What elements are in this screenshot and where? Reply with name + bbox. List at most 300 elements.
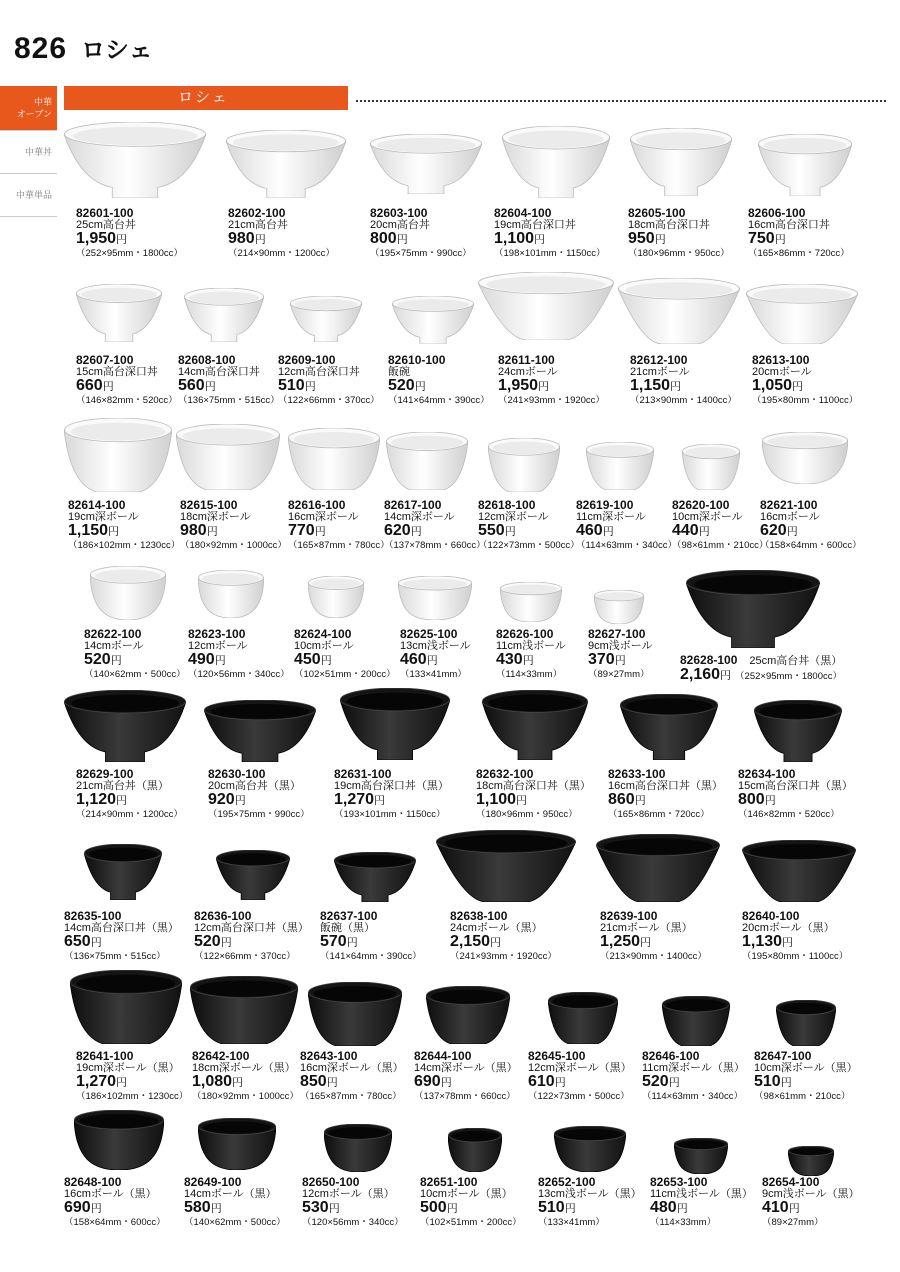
product-name: 19cm深ボール <box>68 511 139 523</box>
price-unit: 円 <box>564 1203 576 1215</box>
price-unit: 円 <box>698 526 710 538</box>
product-sku: 82631-100 <box>334 767 392 781</box>
product-sku: 82654-100 <box>762 1175 820 1189</box>
product-name: 19cm高台深口丼（黒） <box>334 780 449 792</box>
product-sku: 82606-100 <box>748 206 806 220</box>
bowl-image <box>204 700 316 762</box>
price-value: 1,270 <box>334 791 375 808</box>
price-unit: 円 <box>396 234 408 246</box>
price-unit: 円 <box>254 234 266 246</box>
bowl-image <box>662 996 730 1046</box>
price-unit: 円 <box>210 1203 222 1215</box>
price-unit: 円 <box>110 655 122 667</box>
bowl-image <box>76 284 162 342</box>
product-name: 12cm高台深口丼（黒） <box>194 922 309 934</box>
price-unit: 円 <box>504 526 516 538</box>
product-dimensions: （193×101mm・1150cc） <box>334 809 446 820</box>
product-sku: 82643-100 <box>300 1049 358 1063</box>
product-name: 12cmボール <box>188 640 248 652</box>
product-price <box>738 792 898 809</box>
price-value: 1,250 <box>600 933 641 950</box>
product-sku: 82630-100 <box>208 767 266 781</box>
price-value: 510 <box>754 1073 781 1090</box>
product-name: 16cm深ボール <box>288 511 359 523</box>
product-sku: 82640-100 <box>742 909 800 923</box>
price-unit: 円 <box>534 234 546 246</box>
price-unit: 円 <box>116 795 128 807</box>
product-caption <box>754 1050 900 1103</box>
product-sku: 82611-100 <box>498 353 555 367</box>
price-unit: 円 <box>538 381 550 393</box>
price-value: 520 <box>388 377 415 394</box>
bowl-image <box>682 444 740 490</box>
product-sku: 82650-100 <box>302 1175 360 1189</box>
section-banner: ロシェ <box>64 86 348 110</box>
product-sku: 82646-100 <box>642 1049 700 1063</box>
price-unit: 円 <box>764 795 776 807</box>
product-dimensions: （89×27mm） <box>588 669 650 680</box>
product-name: 15cm高台深口丼（黒） <box>738 780 853 792</box>
product-sku: 82605-100 <box>628 206 686 220</box>
product-caption <box>762 1176 900 1229</box>
price-value: 1,950 <box>76 230 117 247</box>
price-value: 800 <box>370 230 397 247</box>
price-unit: 円 <box>102 381 114 393</box>
bowl-image <box>308 982 402 1046</box>
price-value: 430 <box>496 651 523 668</box>
product-name: 19cm深ボール（黒） <box>76 1062 180 1074</box>
product-sku: 82612-100 <box>630 353 688 367</box>
product-sku: 82632-100 <box>476 767 534 781</box>
product-dimensions: （102×51mm・200cc） <box>294 669 396 680</box>
bowl-image <box>758 134 852 196</box>
product-name: 11cm深ボール <box>576 511 646 523</box>
product-sku: 82607-100 <box>76 353 134 367</box>
page-number: 826 <box>14 32 68 65</box>
bowl-image <box>548 992 618 1044</box>
price-value: 860 <box>608 791 635 808</box>
product-sku: 82629-100 <box>76 767 134 781</box>
price-value: 460 <box>400 651 427 668</box>
product-name: 14cmボール（黒） <box>184 1188 277 1200</box>
price-value: 620 <box>760 522 787 539</box>
product-name: 16cmボール（黒） <box>64 1188 157 1200</box>
bowl-image <box>226 130 346 198</box>
product-sku: 82652-100 <box>538 1175 596 1189</box>
product-caption <box>760 499 900 552</box>
product-caption <box>450 910 610 963</box>
price-value: 690 <box>64 1199 91 1216</box>
price-value: 1,100 <box>476 791 517 808</box>
product-name: 14cmボール <box>84 640 144 652</box>
bowl-image <box>776 1000 836 1046</box>
bowl-image <box>84 844 162 900</box>
price-value: 800 <box>738 791 765 808</box>
product-name: 10cmボール <box>294 640 354 652</box>
product-sku: 82622-100 <box>84 627 142 641</box>
price-value: 2,160 <box>680 666 721 683</box>
product-dimensions: （180×96mm・950cc） <box>628 248 730 259</box>
price-unit: 円 <box>326 1077 338 1089</box>
product-dimensions: （122×73mm・500cc） <box>478 540 580 551</box>
product-sku: 82644-100 <box>414 1049 472 1063</box>
bowl-image <box>554 1126 626 1172</box>
product-name: 24cmボール（黒） <box>450 922 543 934</box>
bowl-image <box>176 424 280 490</box>
product-sku: 82645-100 <box>528 1049 586 1063</box>
product-dimensions: （141×64mm・390cc） <box>320 951 422 962</box>
bowl-image <box>64 690 186 762</box>
product-name: 18cm深ボール（黒） <box>192 1062 296 1074</box>
price-value: 1,130 <box>742 933 783 950</box>
bowl-image <box>482 690 588 760</box>
bowl-image <box>340 688 450 760</box>
product-sku: 82616-100 <box>288 498 346 512</box>
product-dimensions: （165×87mm・780cc） <box>300 1091 402 1102</box>
product-price <box>600 934 760 951</box>
product-dimensions: （114×33mm） <box>496 669 563 680</box>
bowl-image <box>502 126 610 198</box>
price-value: 510 <box>278 377 305 394</box>
bowl-image <box>630 128 732 196</box>
price-unit: 円 <box>214 655 226 667</box>
product-name: 9cm浅ボール <box>588 640 653 652</box>
price-value: 660 <box>76 377 103 394</box>
price-value: 1,270 <box>76 1073 117 1090</box>
product-name: 12cm高台深口丼 <box>278 366 360 378</box>
price-value: 1,150 <box>630 377 671 394</box>
price-value: 520 <box>84 651 111 668</box>
product-dimensions: （146×82mm・520cc） <box>738 809 840 820</box>
product-name: 10cm深ボール <box>672 511 743 523</box>
price-unit: 円 <box>440 1077 452 1089</box>
product-dimensions: （214×90mm・1200cc） <box>228 248 335 259</box>
product-price <box>334 792 494 809</box>
product-name: 12cmボール（黒） <box>302 1188 395 1200</box>
bowl-image <box>308 576 364 618</box>
product-sku: 82641-100 <box>76 1049 134 1063</box>
price-unit: 円 <box>516 795 528 807</box>
price-value: 520 <box>642 1073 669 1090</box>
price-unit: 円 <box>314 526 326 538</box>
product-caption <box>228 207 388 260</box>
product-name: 飯碗（黒） <box>320 922 375 934</box>
price-unit: 円 <box>602 526 614 538</box>
product-dimensions: （186×102mm・1230cc） <box>68 540 181 551</box>
bowl-image <box>426 986 510 1044</box>
price-value: 770 <box>288 522 315 539</box>
bowl-image <box>288 428 380 490</box>
product-dimensions: （165×86mm・720cc） <box>748 248 850 259</box>
bowl-image <box>70 970 182 1044</box>
product-price <box>760 523 900 540</box>
product-dimensions: （114×63mm・340cc） <box>642 1091 743 1102</box>
product-name: 20cmボール（黒） <box>742 922 835 934</box>
product-caption <box>76 207 236 260</box>
product-price <box>228 231 388 248</box>
product-price <box>742 934 900 951</box>
product-dimensions: （252×95mm・1800cc） <box>735 671 842 682</box>
price-unit: 円 <box>320 655 332 667</box>
product-sku: 82620-100 <box>672 498 730 512</box>
product-sku: 82642-100 <box>192 1049 250 1063</box>
bowl-image <box>90 566 166 620</box>
price-unit: 円 <box>328 1203 340 1215</box>
product-name: 14cm高台深口丼 <box>178 366 260 378</box>
price-value: 520 <box>194 933 221 950</box>
bowl-image <box>746 284 858 344</box>
product-name: 21cmボール <box>630 366 690 378</box>
product-dimensions: （136×75mm・515cc） <box>64 951 166 962</box>
product-sku: 82613-100 <box>752 353 810 367</box>
price-value: 1,100 <box>494 230 535 247</box>
product-name: 16cm高台深口丼（黒） <box>608 780 723 792</box>
product-dimensions: （213×90mm・1400cc） <box>600 951 707 962</box>
bowl-image <box>324 1124 392 1172</box>
product-name: 14cm高台深口丼（黒） <box>64 922 179 934</box>
product-name: 12cm深ボール（黒） <box>528 1062 632 1074</box>
product-sku: 82608-100 <box>178 353 236 367</box>
price-unit: 円 <box>792 381 804 393</box>
price-value: 580 <box>184 1199 211 1216</box>
product-dimensions: （137×78mm・660cc） <box>414 1091 516 1102</box>
product-name: 16cm高台深口丼 <box>748 219 830 231</box>
price-value: 980 <box>228 230 255 247</box>
price-value: 530 <box>302 1199 329 1216</box>
product-dimensions: （186×102mm・1230cc） <box>76 1091 189 1102</box>
product-sku: 82639-100 <box>600 909 658 923</box>
price-unit: 円 <box>206 526 218 538</box>
product-name: 20cmボール <box>752 366 812 378</box>
product-sku: 82604-100 <box>494 206 552 220</box>
price-unit: 円 <box>668 1077 680 1089</box>
bowl-image <box>74 1110 164 1170</box>
bowl-image <box>198 570 264 618</box>
bowl-image <box>334 852 416 902</box>
product-dimensions: （214×90mm・1200cc） <box>76 809 183 820</box>
product-sku: 82647-100 <box>754 1049 812 1063</box>
product-dimensions: （114×63mm・340cc） <box>576 540 677 551</box>
product-sku: 82637-100 <box>320 909 378 923</box>
bowl-image <box>64 122 206 198</box>
product-price <box>76 231 236 248</box>
product-sku: 82618-100 <box>478 498 536 512</box>
price-unit: 円 <box>780 1077 792 1089</box>
product-dimensions: （241×93mm・1920cc） <box>450 951 557 962</box>
price-unit: 円 <box>676 1203 688 1215</box>
product-dimensions: （122×66mm・370cc） <box>278 395 380 406</box>
price-unit: 円 <box>234 795 246 807</box>
product-dimensions: （140×62mm・500cc） <box>184 1217 286 1228</box>
product-dimensions: （114×33mm） <box>650 1217 717 1228</box>
product-name: 11cm浅ボール（黒） <box>650 1188 753 1200</box>
product-sku: 82624-100 <box>294 627 352 641</box>
product-sku: 82648-100 <box>64 1175 122 1189</box>
product-dimensions: （98×61mm・210cc） <box>672 540 769 551</box>
price-value: 610 <box>528 1073 555 1090</box>
bowl-image <box>370 134 482 194</box>
product-dimensions: （141×64mm・390cc） <box>388 395 490 406</box>
product-dimensions: （102×51mm・200cc） <box>420 1217 522 1228</box>
product-name: 19cm高台深口丼 <box>494 219 576 231</box>
product-name: 13cm浅ボール（黒） <box>538 1188 642 1200</box>
product-dimensions: （120×56mm・340cc） <box>302 1217 404 1228</box>
price-value: 650 <box>64 933 91 950</box>
price-unit: 円 <box>786 526 798 538</box>
price-unit: 円 <box>116 1077 128 1089</box>
product-caption <box>600 910 760 963</box>
product-name: 15cm高台深口丼 <box>76 366 158 378</box>
product-sku: 82653-100 <box>650 1175 708 1189</box>
product-sku: 82633-100 <box>608 767 666 781</box>
price-value: 440 <box>672 522 699 539</box>
product-name: 16cm深ボール（黒） <box>300 1062 404 1074</box>
product-name: 18cm深ボール <box>180 511 251 523</box>
product-dimensions: （158×64mm・600cc） <box>760 540 862 551</box>
product-sku: 82626-100 <box>496 627 554 641</box>
price-unit: 円 <box>90 1203 102 1215</box>
product-dimensions: （133×41mm） <box>538 1217 605 1228</box>
side-tab-label: 中華 オーブン <box>16 97 52 119</box>
product-dimensions: （136×75mm・515cc） <box>178 395 280 406</box>
product-name: 11cm深ボール（黒） <box>642 1062 745 1074</box>
product-sku: 82609-100 <box>278 353 336 367</box>
product-name: 20cm高台丼（黒） <box>208 780 301 792</box>
product-name: 16cmボール <box>760 511 820 523</box>
price-unit: 円 <box>414 381 426 393</box>
product-dimensions: （241×93mm・1920cc） <box>498 395 605 406</box>
price-unit: 円 <box>788 1203 800 1215</box>
price-unit: 円 <box>654 234 666 246</box>
price-unit: 円 <box>614 655 626 667</box>
price-unit: 円 <box>204 381 216 393</box>
product-sku: 82603-100 <box>370 206 428 220</box>
product-name: 24cmボール <box>498 366 558 378</box>
price-unit: 円 <box>782 937 794 949</box>
product-name: 25cm高台丼（黒） <box>749 655 843 667</box>
product-sku: 82625-100 <box>400 627 458 641</box>
price-unit: 円 <box>446 1203 458 1215</box>
product-dimensions: （180×96mm・950cc） <box>476 809 578 820</box>
bowl-image <box>620 694 718 760</box>
bowl-image <box>742 840 856 902</box>
product-caption <box>680 654 880 684</box>
product-dimensions: （252×95mm・1800cc） <box>76 248 183 259</box>
product-dimensions: （120×56mm・340cc） <box>188 669 290 680</box>
product-sku: 82628-100 <box>680 653 738 667</box>
price-value: 620 <box>384 522 411 539</box>
price-value: 480 <box>650 1199 677 1216</box>
product-sku: 82649-100 <box>184 1175 242 1189</box>
product-dimensions: （140×62mm・500cc） <box>84 669 186 680</box>
product-name: 10cm深ボール（黒） <box>754 1062 858 1074</box>
bowl-image <box>674 1138 728 1174</box>
product-caption <box>738 768 898 821</box>
product-name: 21cmボール（黒） <box>600 922 693 934</box>
bowl-image <box>596 834 720 902</box>
bowl-image <box>788 1146 834 1176</box>
bowl-image <box>488 438 560 492</box>
product-name: 21cm高台丼 <box>228 219 288 231</box>
price-row <box>680 667 880 684</box>
bowl-image <box>500 582 562 622</box>
price-value: 1,080 <box>192 1073 233 1090</box>
product-name: 18cm高台深口丼（黒） <box>476 780 591 792</box>
price-value: 950 <box>628 230 655 247</box>
product-sku: 82610-100 <box>388 353 446 367</box>
product-caption <box>334 768 494 821</box>
product-dimensions: （195×75mm・990cc） <box>370 248 472 259</box>
price-unit: 円 <box>232 1077 244 1089</box>
product-caption <box>752 354 900 407</box>
product-dimensions: （89×27mm） <box>762 1217 824 1228</box>
price-value: 1,950 <box>498 377 539 394</box>
price-unit: 円 <box>220 937 232 949</box>
side-tab-label: 中華丼 <box>24 147 52 157</box>
product-dimensions: （158×64mm・600cc） <box>64 1217 166 1228</box>
product-name: 10cmボール（黒） <box>420 1188 513 1200</box>
price-unit: 円 <box>774 234 786 246</box>
product-sku: 82638-100 <box>450 909 508 923</box>
price-value: 1,150 <box>68 522 109 539</box>
price-unit: 円 <box>670 381 682 393</box>
price-unit: 円 <box>304 381 316 393</box>
product-dimensions: （180×92mm・1000cc） <box>192 1091 299 1102</box>
bowl-image <box>754 700 842 762</box>
product-name: 11cm浅ボール <box>496 640 566 652</box>
product-name: 9cm浅ボール（黒） <box>762 1188 860 1200</box>
side-tab-label: 中華単品 <box>15 190 52 200</box>
bowl-image <box>594 590 644 624</box>
price-unit: 円 <box>426 655 438 667</box>
price-value: 570 <box>320 933 347 950</box>
product-dimensions: （195×80mm・1100cc） <box>752 395 859 406</box>
price-value: 750 <box>748 230 775 247</box>
product-dimensions: （213×90mm・1400cc） <box>630 395 737 406</box>
bowl-image <box>216 850 290 900</box>
bowl-image <box>392 296 474 344</box>
price-value: 460 <box>576 522 603 539</box>
bowl-image <box>618 278 740 344</box>
bowl-image <box>198 1118 276 1170</box>
product-dimensions: （180×92mm・1000cc） <box>180 540 287 551</box>
product-price <box>748 231 900 248</box>
product-dimensions: （133×41mm） <box>400 669 467 680</box>
price-value: 450 <box>294 651 321 668</box>
product-dimensions: （98×61mm・210cc） <box>754 1091 851 1102</box>
product-dimensions: （122×66mm・370cc） <box>194 951 296 962</box>
product-dimensions: （165×87mm・780cc） <box>288 540 390 551</box>
product-price <box>762 1200 900 1217</box>
product-price <box>450 934 610 951</box>
product-sku: 82617-100 <box>384 498 442 512</box>
page-title: ロシェ <box>81 37 153 64</box>
bowl-image <box>436 830 576 902</box>
product-sku: 82623-100 <box>188 627 246 641</box>
product-dimensions: （195×75mm・990cc） <box>208 809 310 820</box>
price-value: 920 <box>208 791 235 808</box>
price-unit: 円 <box>116 234 128 246</box>
price-value: 510 <box>538 1199 565 1216</box>
product-name: 飯碗 <box>388 366 410 378</box>
product-name: 21cm高台丼（黒） <box>76 780 169 792</box>
price-value: 1,120 <box>76 791 117 808</box>
product-name: 13cm浅ボール <box>400 640 471 652</box>
price-value: 500 <box>420 1199 447 1216</box>
product-price <box>752 378 900 395</box>
product-sku: 82634-100 <box>738 767 796 781</box>
price-value: 550 <box>478 522 505 539</box>
